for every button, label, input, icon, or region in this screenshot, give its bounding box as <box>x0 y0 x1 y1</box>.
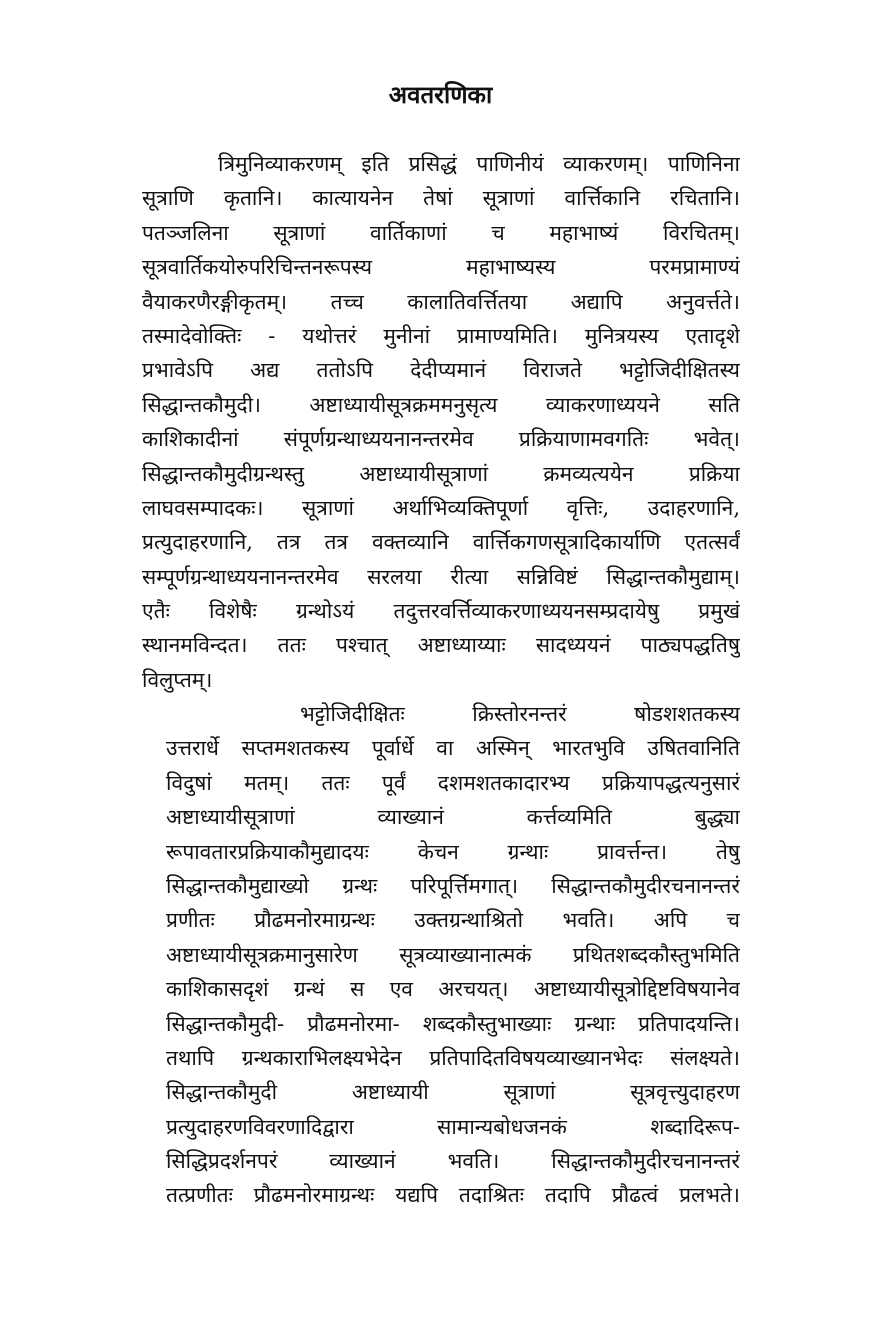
paragraph-line: प्रणीतः प्रौढमनोरमाग्रन्थः उक्तग्रन्थाश्रितो भवति। अपि च <box>166 908 740 933</box>
paragraph-line: अष्टाध्यायीसूत्राणां व्याख्यानं कर्त्तव्यमिति बुद्ध्या <box>166 805 740 830</box>
paragraph-line: प्रत्युदाहरणविवरणादिद्वारा सामान्यबोधजनकं शब्दादिरूप- <box>166 1114 740 1139</box>
paragraph-line: लाघवसम्पादकः। सूत्राणां अर्थाभिव्यक्तिपूर्णा वृत्तिः, उदाहरणानि, <box>142 495 740 520</box>
paragraph-line: काशिकासदृशं ग्रन्थं स एव अरचयत्। अष्टाध्यायीसूत्रोद्दिष्टविषयानेव <box>166 977 740 1002</box>
paragraph-line: सम्पूर्णग्रन्थाध्ययनानन्तरमेव सरलया रीत्या सन्निविष्टं सिद्धान्तकौमुद्याम्। <box>142 564 740 589</box>
paragraph-line: सिद्धान्तकौमुदी अष्टाध्यायी सूत्राणां सूत्रवृत्त्युदाहरण <box>166 1080 740 1105</box>
paragraph-line: भट्टोजिदीक्षितः क्रिस्तोरनन्तरं षोडशशतकस्य <box>300 702 740 726</box>
paragraph-line: तस्मादेवोक्तिः - यथोत्तरं मुनीनां प्रामाण्यमिति। मुनित्रयस्य एतादृशे <box>142 323 740 348</box>
paragraph-line: सूत्रवार्तिकयोरुपरिचिन्तनरूपस्य महाभाष्यस्य परमप्रामाण्यं <box>142 255 740 280</box>
paragraph-line: सिद्धान्तकौमुदी। अष्टाध्यायीसूत्रक्रममनुसृत्य व्याकरणाध्ययने सति <box>142 392 740 417</box>
paragraph-line: त्रिमुनिव्याकरणम् इति प्रसिद्धं पाणिनीयं व्याकरणम्। पाणिनिना <box>218 152 740 176</box>
paragraph-2 <box>166 697 740 1213</box>
page-title: अवतरणिका <box>388 81 493 109</box>
paragraph-line: अष्टाध्यायीसूत्रक्रमानुसारेण सूत्रव्याख्यानात्मकं प्रथितशब्दकौस्तुभमिति <box>166 942 740 967</box>
paragraph-line: उत्तरार्धे सप्तमशतकस्य पूर्वार्धे वा अस्मिन् भारतभुवि उषितवानिति <box>166 736 740 761</box>
paragraph-line: प्रभावेऽपि अद्य ततोऽपि देदीप्यमानं विराजते भट्टोजिदीक्षितस्य <box>142 358 740 383</box>
paragraph-1 <box>142 147 740 697</box>
paragraph-line: सिद्धान्तकौमुद्याख्यो ग्रन्थः परिपूर्त्तिमगात्। सिद्धान्तकौमुदीरचनानन्तरं <box>166 873 740 898</box>
paragraph-line: वैयाकरणैरङ्गीकृतम्। तच्च कालातिवर्त्तितया अद्यापि अनुवर्त्तते। <box>142 289 740 314</box>
paragraph-line: सिद्धान्तकौमुदी- प्रौढमनोरमा- शब्दकौस्तुभाख्याः ग्रन्थाः प्रतिपादयन्ति। <box>166 1011 740 1036</box>
paragraph-line: पतञ्जलिना सूत्राणां वार्तिकाणां च महाभाष्यं विरचितम्। <box>142 220 740 245</box>
paragraph-line: स्थानमविन्दत। ततः पश्चात् अष्टाध्याय्याः सादध्ययनं पाठ्यपद्धतिषु <box>142 633 740 658</box>
paragraph-line: विलुप्तम्। <box>142 667 213 692</box>
paragraph-line: तत्प्रणीतः प्रौढमनोरमाग्रन्थः यद्यपि तदाश्रितः तदापि प्रौढत्वं प्रलभते। <box>166 1183 740 1208</box>
paragraph-line: तथापि ग्रन्थकाराभिलक्ष्यभेदेन प्रतिपादितविषयव्याख्यानभेदः संलक्ष्यते। <box>166 1045 740 1070</box>
paragraph-line: प्रत्युदाहरणानि, तत्र तत्र वक्तव्यानि वार्त्तिकगणसूत्रादिकार्याणि एतत्सर्वं <box>142 530 740 555</box>
paragraph-line: सिद्धिप्रदर्शनपरं व्याख्यानं भवति। सिद्धान्तकौमुदीरचनानन्तरं <box>166 1149 740 1174</box>
paragraph-line: रूपावतारप्रक्रियाकौमुद्यादयः केचन ग्रन्थाः प्रावर्त्तन्त। तेषु <box>166 839 740 864</box>
paragraph-line: काशिकादीनां संपूर्णग्रन्थाध्ययनानन्तरमेव प्रक्रियाणामवगतिः भवेत्। <box>142 427 740 452</box>
paragraph-line: विदुषां मतम्। ततः पूर्वं दशमशतकादारभ्य प्रक्रियापद्धत्यनुसारं <box>166 770 740 795</box>
paragraph-line: सूत्राणि कृतानि। कात्यायनेन तेषां सूत्राणां वार्त्तिकानि रचितानि। <box>142 186 740 211</box>
paragraph-line: एतैः विशेषैः ग्रन्थोऽयं तदुत्तरवर्त्तिव्याकरणाध्ययनसम्प्रदायेषु प्रमुखं <box>142 599 740 624</box>
paragraph-line: सिद्धान्तकौमुदीग्रन्थस्तु अष्टाध्यायीसूत्राणां क्रमव्यत्ययेन प्रक्रिया <box>142 461 740 486</box>
